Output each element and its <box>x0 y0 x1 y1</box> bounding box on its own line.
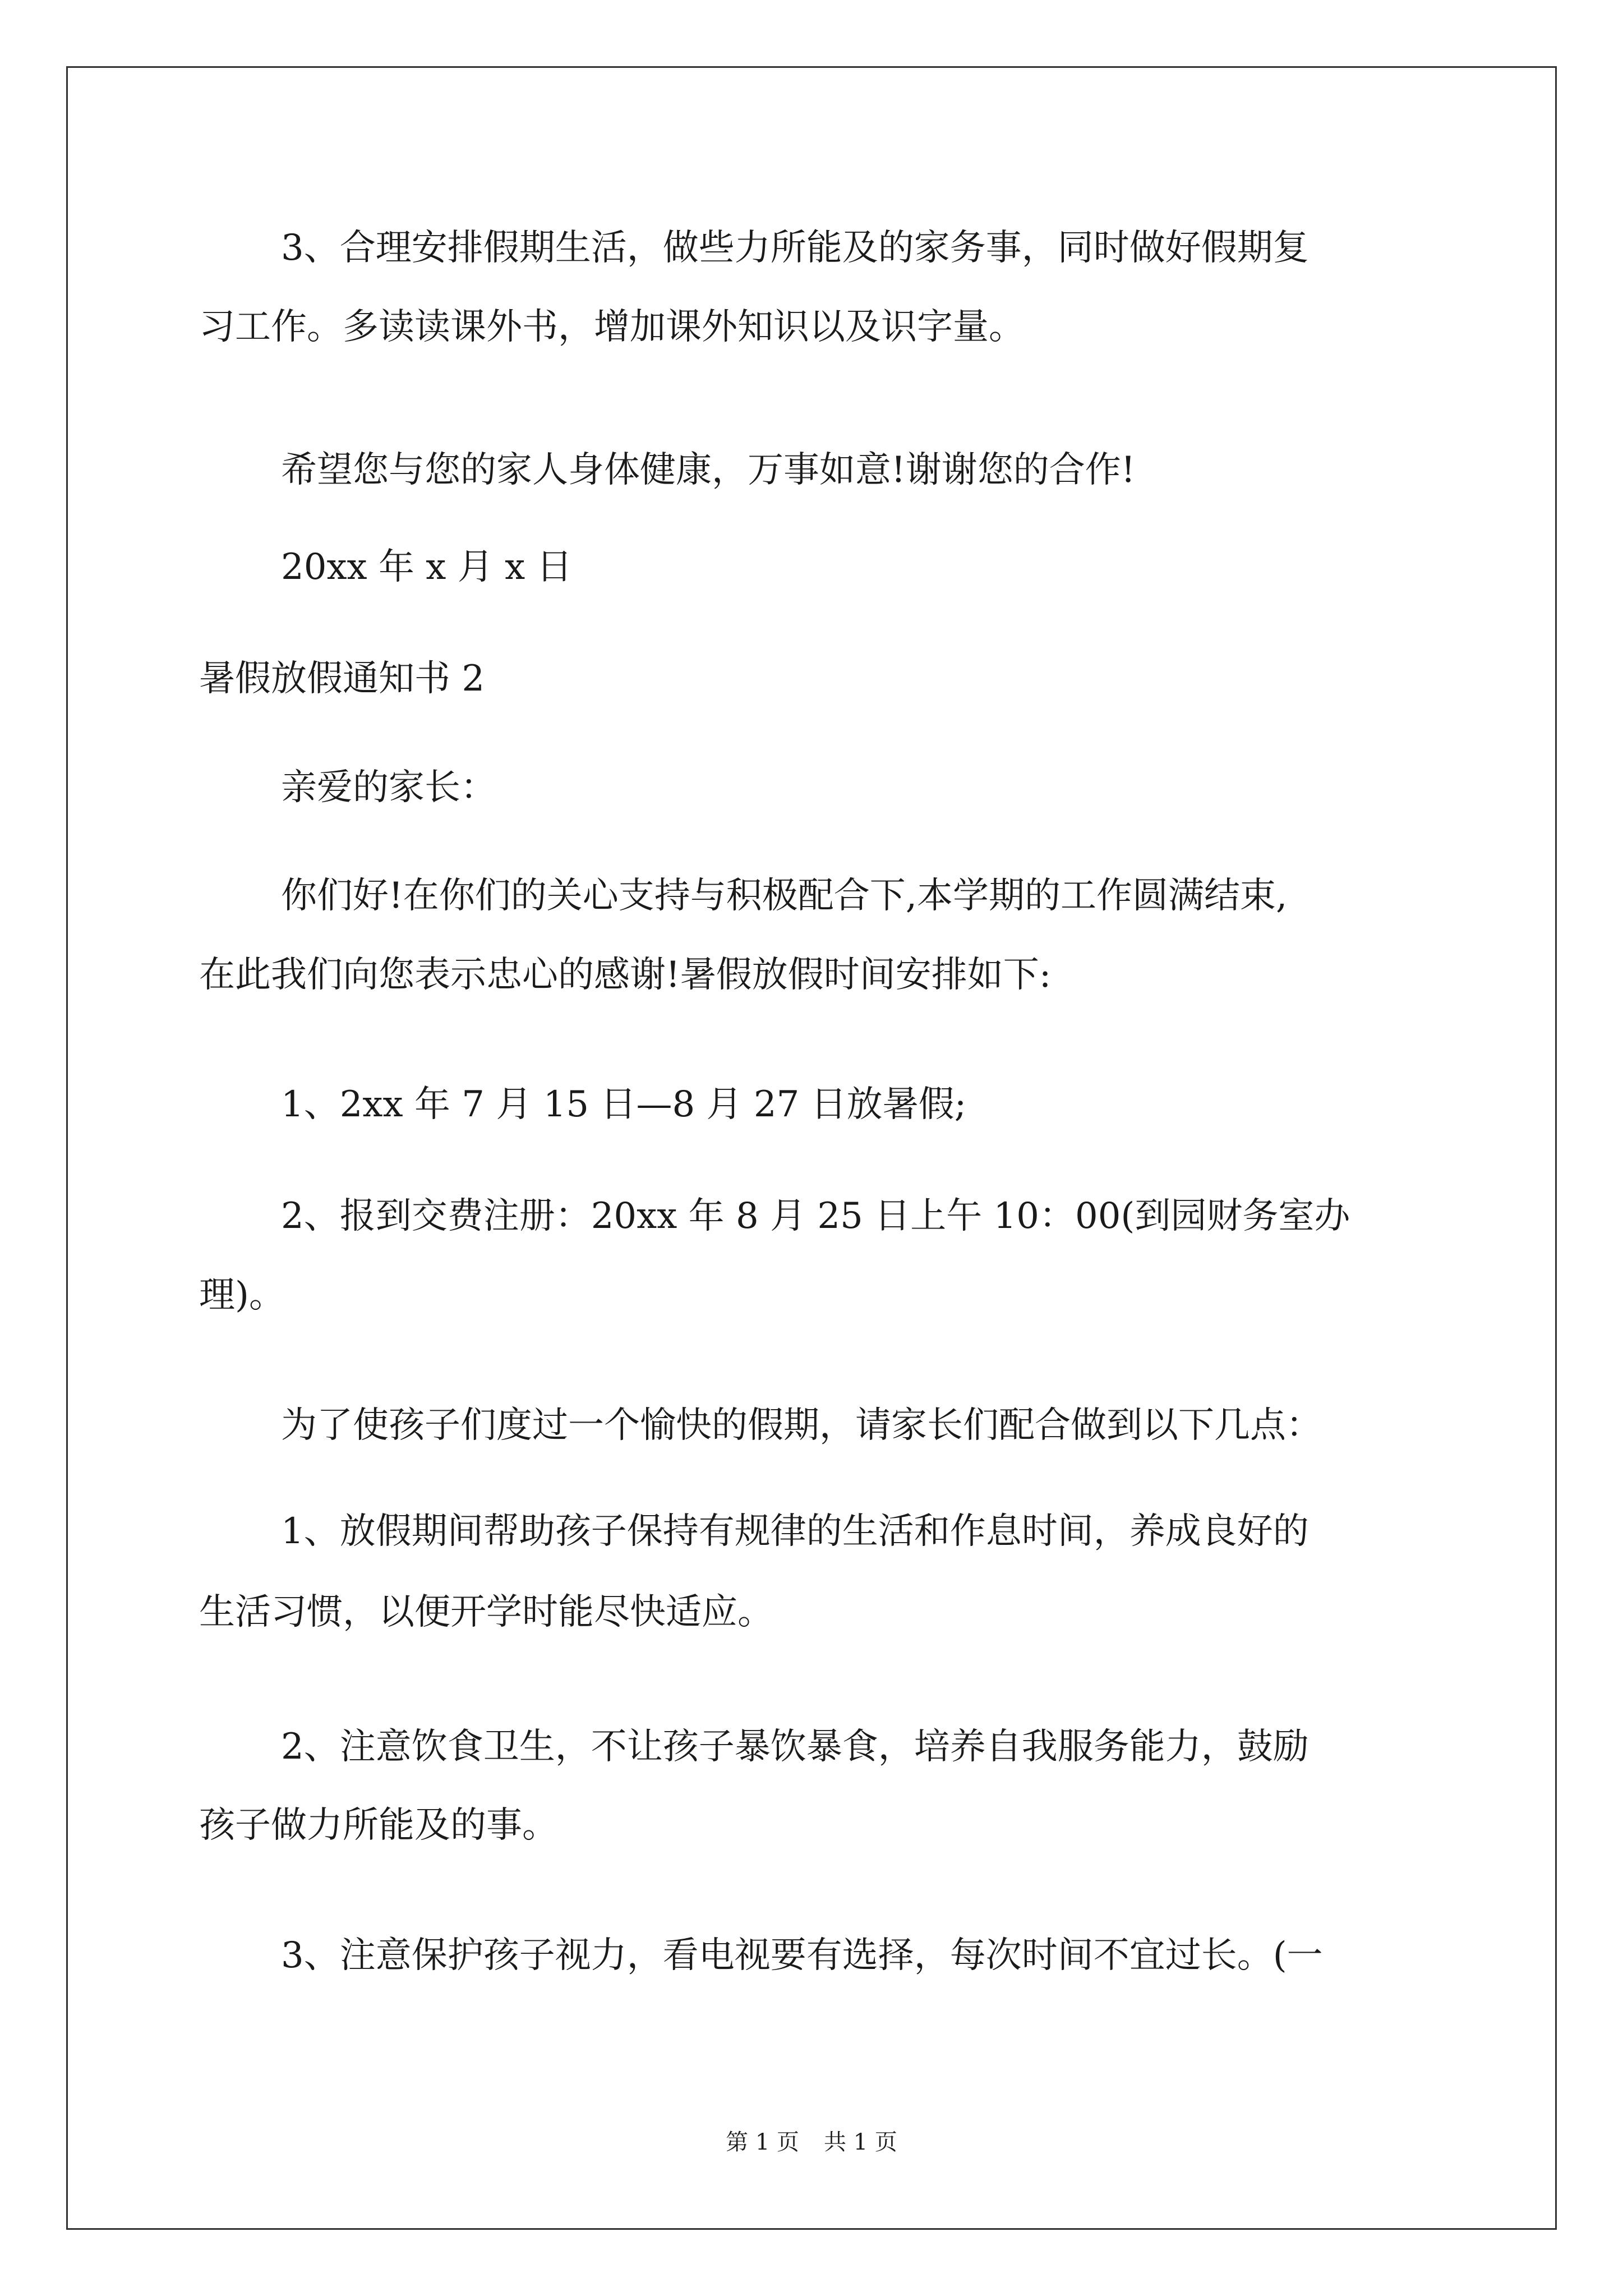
paragraph-line: 你们好!在你们的关心支持与积极配合下,本学期的工作圆满结束, <box>281 875 1288 917</box>
paragraph-line: 3、合理安排假期生活，做些力所能及的家务事，同时做好假期复 <box>281 227 1309 269</box>
paragraph-line: 3、注意保护孩子视力，看电视要有选择，每次时间不宜过长。(一 <box>281 1935 1323 1976</box>
paragraph-line: 1、2xx 年 7 月 15 日—8 月 27 日放暑假; <box>281 1084 967 1125</box>
paragraph-line: 希望您与您的家人身体健康，万事如意!谢谢您的合作! <box>281 449 1136 491</box>
paragraph-line: 在此我们向您表示忠心的感谢!暑假放假时间安排如下: <box>199 954 1052 996</box>
page-border <box>66 66 1557 2230</box>
page-number-current: 第 1 页 <box>726 2129 799 2155</box>
paragraph-line: 2、注意饮食卫生，不让孩子暴饮暴食，培养自我服务能力，鼓励 <box>281 1726 1309 1768</box>
paragraph-line: 为了使孩子们度过一个愉快的假期，请家长们配合做到以下几点： <box>281 1405 1322 1446</box>
paragraph-line: 理)。 <box>199 1274 285 1316</box>
paragraph-line: 孩子做力所能及的事。 <box>199 1805 558 1846</box>
paragraph-line: 习工作。多读读课外书，增加课外知识以及识字量。 <box>199 306 1025 348</box>
salutation: 亲爱的家长： <box>281 767 496 808</box>
page-number-total: 共 1 页 <box>824 2129 897 2155</box>
section-title: 暑假放假通知书 2 <box>199 658 485 700</box>
paragraph-line: 生活习惯，以便开学时能尽快适应。 <box>199 1591 773 1633</box>
date-line: 20xx 年 x 月 x 日 <box>281 546 573 588</box>
paragraph-line: 1、放假期间帮助孩子保持有规律的生活和作息时间，养成良好的 <box>281 1511 1309 1552</box>
paragraph-line: 2、报到交费注册：20xx 年 8 月 25 日上午 10：00(到园财务室办 <box>281 1195 1350 1237</box>
page-footer <box>0 2128 1623 2156</box>
